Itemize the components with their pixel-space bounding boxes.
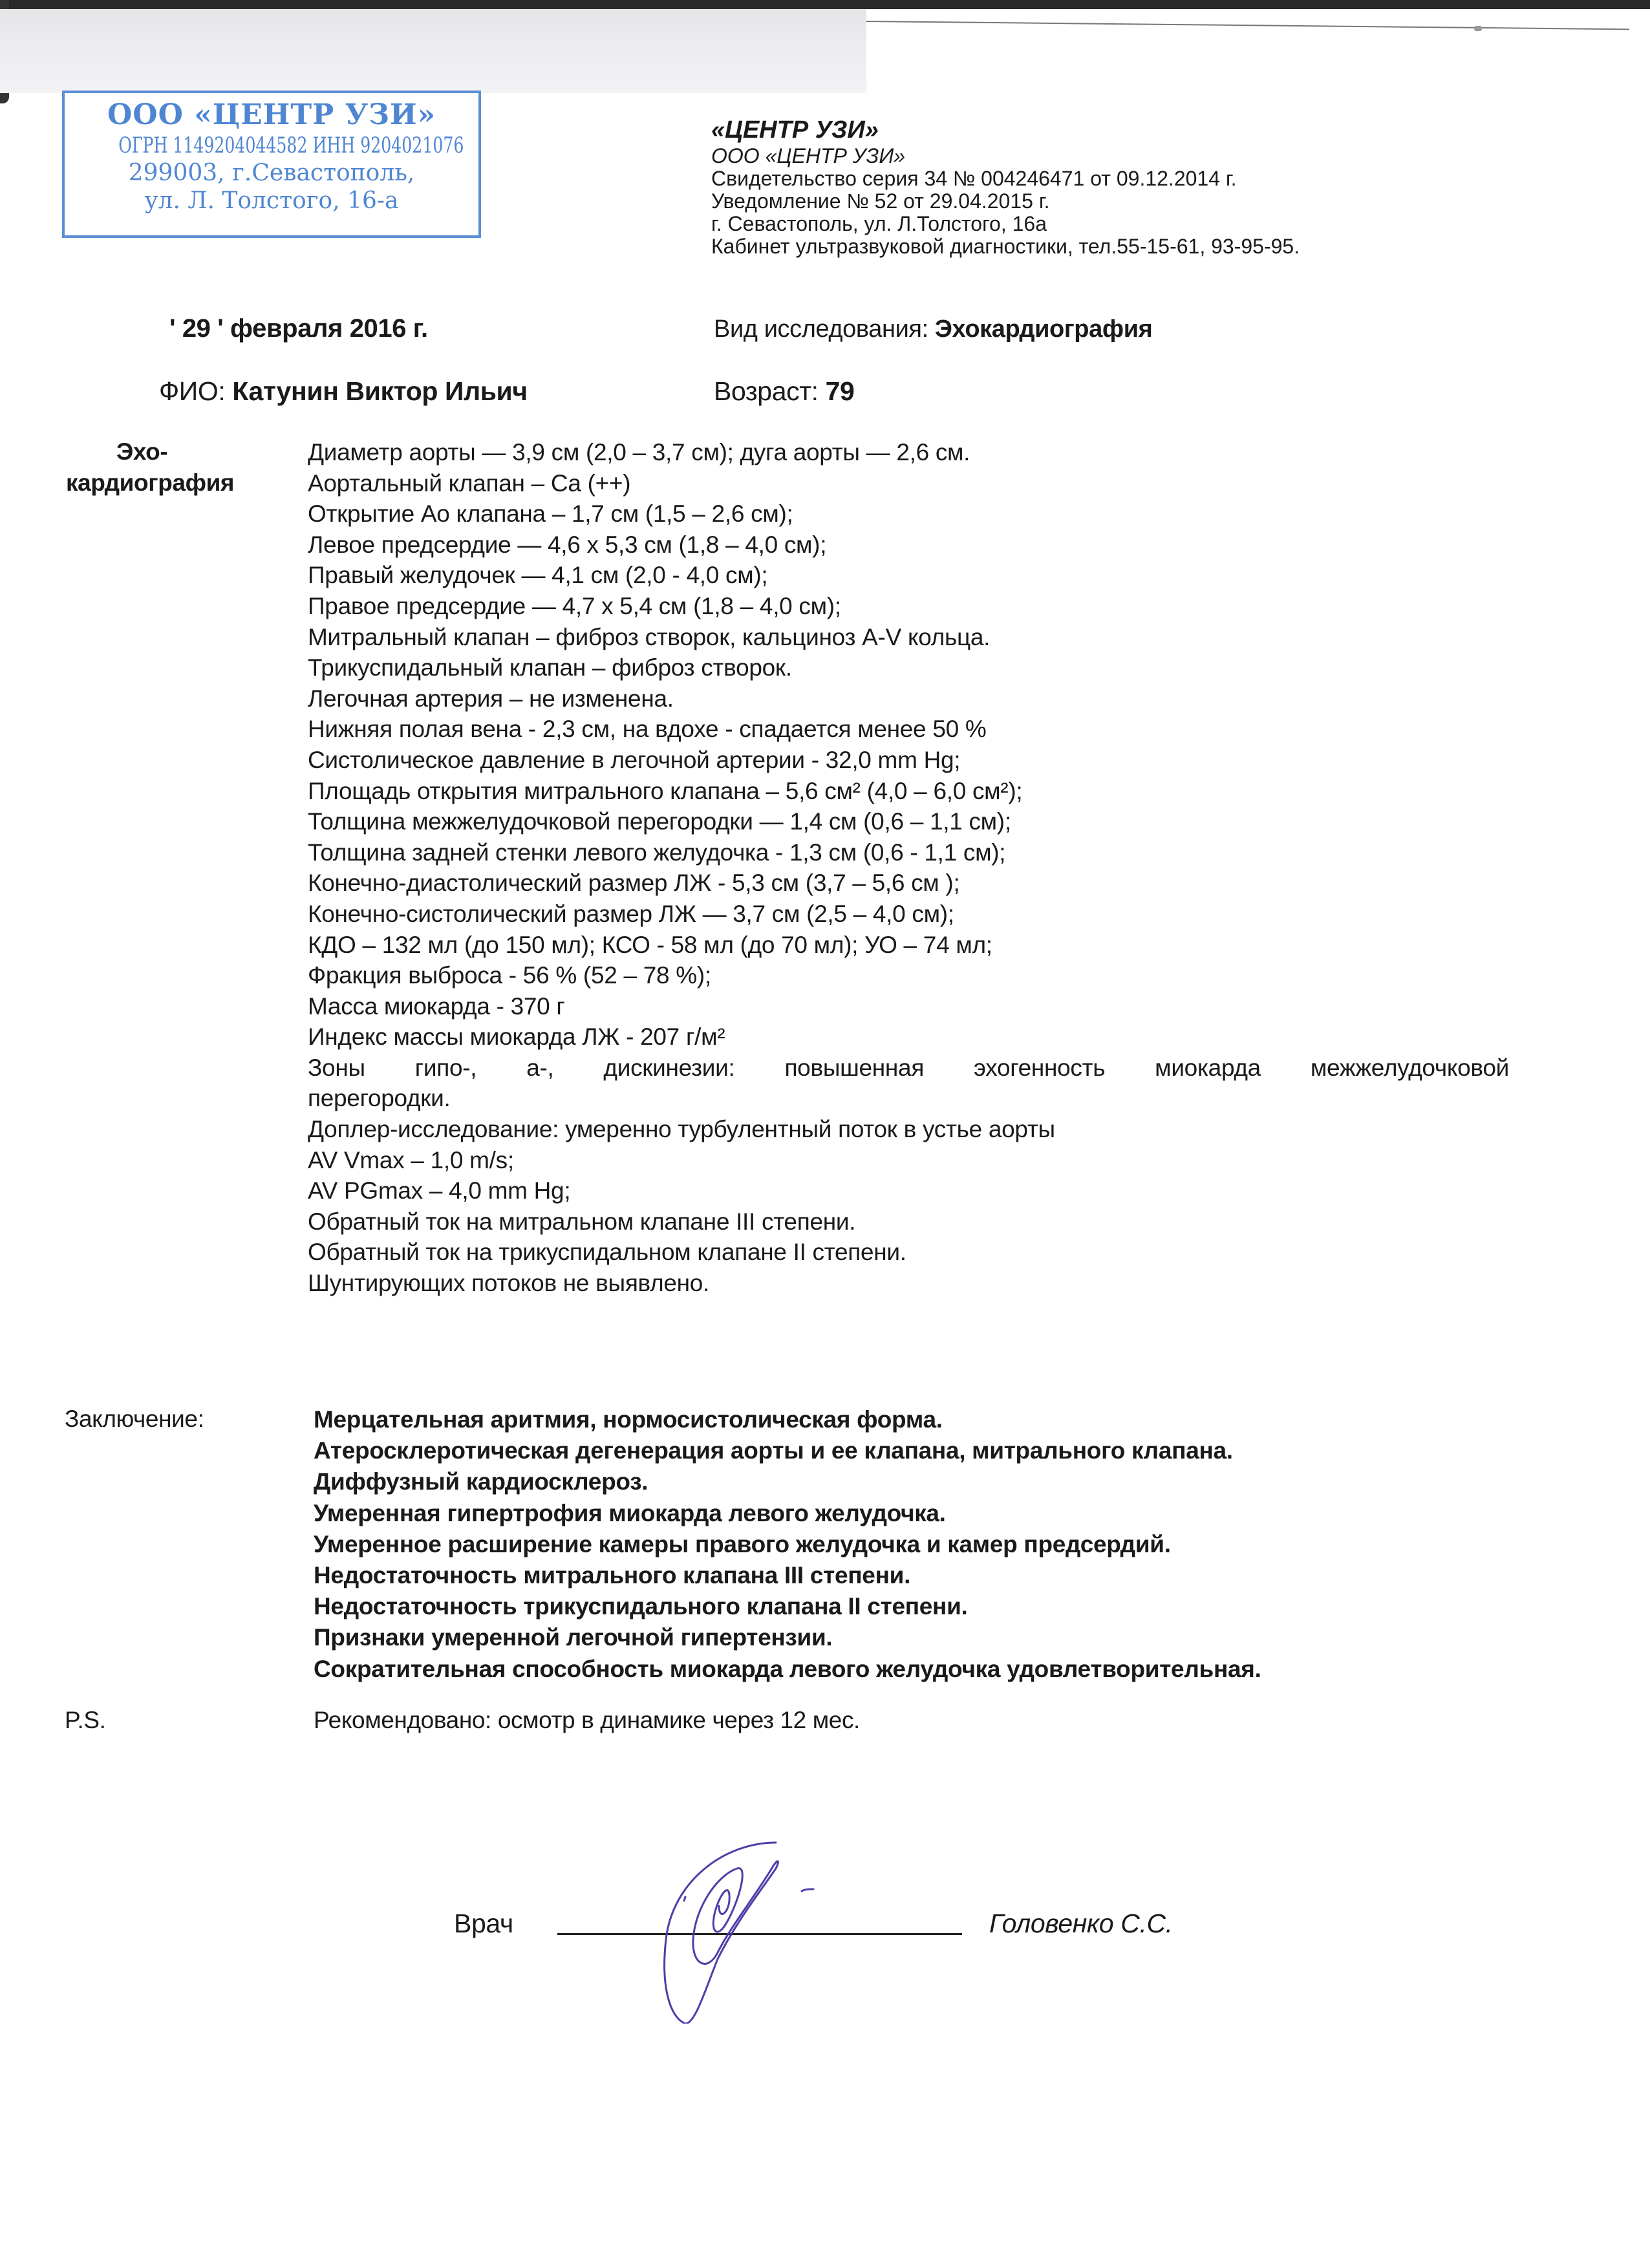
finding-line: Фракция выброса - 56 % (52 – 78 %); xyxy=(308,962,711,989)
doctor-role: Врач xyxy=(454,1909,513,1938)
finding-line: Аортальный клапан – Ca (++) xyxy=(308,469,631,497)
patient-age-label: Возраст: xyxy=(714,376,826,406)
finding-line: Диаметр аорты — 3,9 см (2,0 – 3,7 см); дуга аорты — 2,6 см. xyxy=(308,439,970,465)
finding-line: Площадь открытия митрального клапана – 5,6 см² (4,0 – 6,0 см²); xyxy=(308,777,1023,804)
finding-line: Правый желудочек — 4,1 см (2,0 - 4,0 см); xyxy=(308,562,768,589)
ps-label: P.S. xyxy=(65,1707,106,1733)
finding-line: Нижняя полая вена - 2,3 см, на вдохе - спадается менее 50 % xyxy=(308,716,987,743)
finding-line: Шунтирующих потоков не выявлено. xyxy=(308,1270,710,1297)
finding-line: Систолическое давление в легочной артерии - 32,0 mm Hg; xyxy=(308,746,961,773)
company-stamp xyxy=(62,91,481,238)
conclusion-item: Диффузный кардиосклероз. xyxy=(314,1468,648,1495)
finding-line: Толщина задней стенки левого желудочка - 1,3 см (0,6 - 1,1 см); xyxy=(308,839,1006,866)
scan-shadow xyxy=(0,9,866,93)
echo-findings xyxy=(308,437,1509,1299)
patient-name-label: ФИО: xyxy=(159,376,233,406)
conclusion-item: Недостаточность митрального клапана III степени. xyxy=(314,1562,911,1589)
finding-line: КДО – 132 мл (до 150 мл); КСО - 58 мл (до 70 мл); УО – 74 мл; xyxy=(308,931,992,958)
finding-line: Масса миокарда - 370 г xyxy=(308,992,565,1020)
stamp-line-3: 299003, г.Севастополь, xyxy=(128,160,415,186)
study-type xyxy=(714,316,1152,343)
patient-age xyxy=(714,376,854,407)
letterhead-certificate: Свидетельство серия 34 № 004246471 от 09.12.2014 г. xyxy=(711,167,1237,190)
stamp-line-1: ООО «ЦЕНТР УЗИ» xyxy=(107,98,436,131)
conclusion-item: Умеренное расширение камеры правого желудочка и камер предсердий. xyxy=(314,1530,1171,1557)
letterhead-notice: Уведомление № 52 от 29.04.2015 г. xyxy=(711,189,1050,213)
finding-line: Правое предсердие — 4,7 х 5,4 см (1,8 – 4,0 см); xyxy=(308,592,841,619)
patient-name-value: Катунин Виктор Ильич xyxy=(232,376,528,406)
letterhead xyxy=(711,115,1300,258)
finding-line: Обратный ток на митральном клапане III степени. xyxy=(308,1208,856,1235)
signature-stroke-tick xyxy=(684,1897,685,1901)
finding-line: AV PGmax – 4,0 mm Hg; xyxy=(308,1177,571,1204)
letterhead-address: г. Севастополь, ул. Л.Толстого, 16а xyxy=(711,212,1047,235)
paper-fold-edge xyxy=(866,21,1629,30)
letterhead-cabinet: Кабинет ультразвуковой диагностики, тел.55-15-61, 93-95-95. xyxy=(711,235,1300,258)
finding-line: Конечно-диастолический размер ЛЖ - 5,3 см (3,7 – 5,6 см ); xyxy=(308,870,960,897)
finding-line: Конечно-систолический размер ЛЖ — 3,7 см (2,5 – 4,0 см); xyxy=(308,900,954,927)
stamp-line-4: ул. Л. Толстого, 16-а xyxy=(144,187,399,214)
finding-line: Обратный ток на трикуспидальном клапане II степени. xyxy=(308,1239,906,1266)
patient-age-value: 79 xyxy=(825,376,855,406)
finding-line: Зоны гипо-, а-, дискинезии: повышенная эхогенность миокарда межжелудочковой xyxy=(308,1054,1509,1081)
signature-stroke-dash xyxy=(802,1889,813,1891)
ps-text: Рекомендовано: осмотр в динамике через 12 мес. xyxy=(314,1707,860,1733)
signature-stroke-outer xyxy=(665,1843,778,2024)
conclusion-item: Мерцательная аритмия, нормосистолическая форма. xyxy=(314,1406,943,1433)
conclusion-item: Умеренная гипертрофия миокарда левого желудочка. xyxy=(314,1499,946,1526)
study-type-value: Эхокардиография xyxy=(934,316,1153,343)
scan-border-top xyxy=(0,0,1650,9)
finding-line: Левое предсердие — 4,6 х 5,3 см (1,8 – 4,0 см); xyxy=(308,531,827,558)
finding-line: AV Vmax – 1,0 m/s; xyxy=(308,1146,514,1173)
conclusion-list xyxy=(314,1404,1261,1685)
stamp-line-2: ОГРН 1149204044582 ИНН 9204021076 xyxy=(118,133,464,158)
conclusion-item: Атеросклеротическая дегенерация аорты и ее клапана, митрального клапана. xyxy=(314,1437,1233,1464)
conclusion-item: Сократительная способность миокарда левого желудочка удовлетворительная. xyxy=(314,1655,1261,1682)
study-type-sep: : xyxy=(921,316,935,343)
doctor-name: Головенко С.С. xyxy=(989,1909,1173,1938)
conclusion-item: Недостаточность трикуспидального клапана II степени. xyxy=(314,1593,968,1620)
finding-line: Легочная артерия – не изменена. xyxy=(308,685,674,712)
echo-section-label-1: Эхо- xyxy=(116,438,168,465)
echo-section-label-2: кардиография xyxy=(66,469,235,496)
finding-line: Трикуспидальный клапан – фиброз створок. xyxy=(308,654,792,681)
scan-speck xyxy=(1474,26,1482,31)
finding-line: Толщина межжелудочковой перегородки — 1,4 см (0,6 – 1,1 см); xyxy=(308,808,1011,835)
conclusion-label: Заключение: xyxy=(65,1406,204,1432)
letterhead-brand: «ЦЕНТР УЗИ» xyxy=(711,116,879,144)
finding-line: перегородки. xyxy=(308,1085,451,1112)
finding-line: Доплер-исследование: умеренно турбулентный поток в устье аорты xyxy=(308,1116,1055,1143)
finding-line: Митральный клапан – фиброз створок, кальциноз A-V кольца. xyxy=(308,623,991,650)
patient-name xyxy=(159,376,528,407)
finding-line: Индекс массы миокарда ЛЖ - 207 г/м² xyxy=(308,1023,725,1051)
handwritten-signature xyxy=(647,1830,879,2024)
letterhead-company: ООО «ЦЕНТР УЗИ» xyxy=(711,144,905,167)
study-type-label: Вид исследования xyxy=(714,316,922,343)
report-date: ' 29 ' февраля 2016 г. xyxy=(169,314,428,343)
finding-line: Открытие Ао клапана – 1,7 см (1,5 – 2,6 см); xyxy=(308,500,793,528)
conclusion-item: Признаки умеренной легочной гипертензии. xyxy=(314,1624,833,1651)
